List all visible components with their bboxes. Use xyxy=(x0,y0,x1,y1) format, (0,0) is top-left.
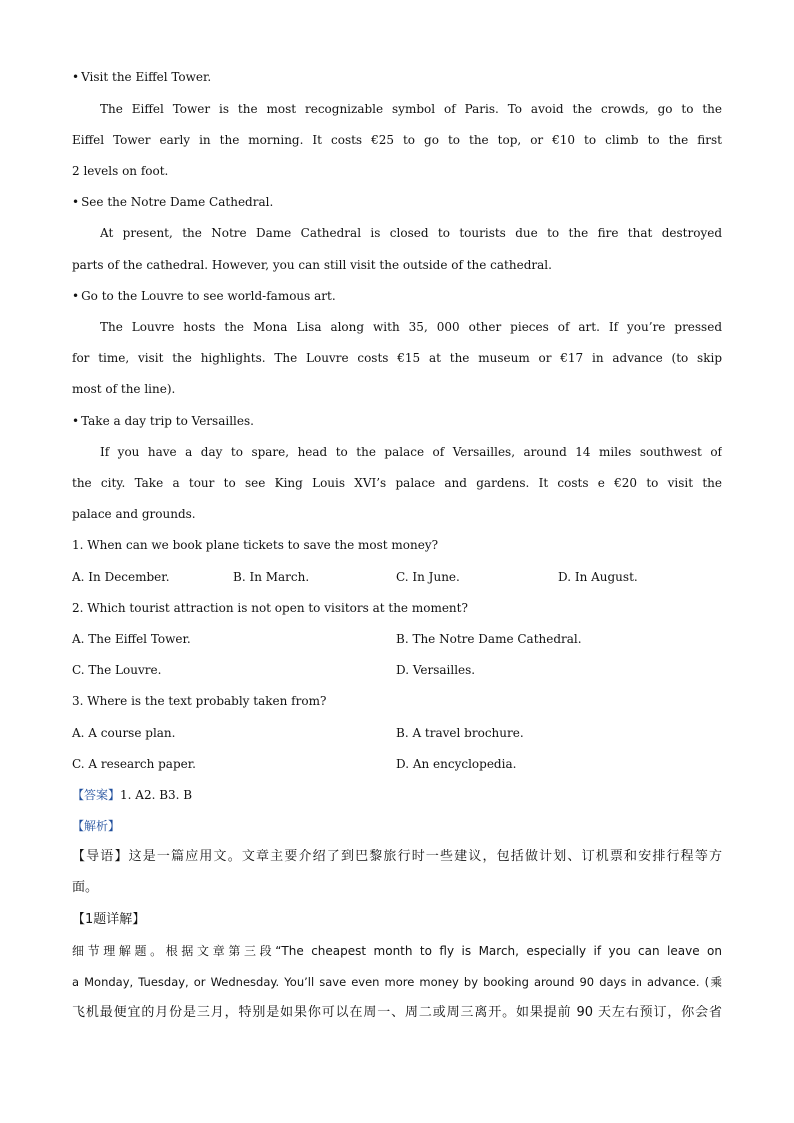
guide-line-1 xyxy=(72,849,722,865)
question-2-stem: 2. Which tourist attraction is not open to visitors at the moment? xyxy=(72,601,468,615)
analysis-label: 【解析】 xyxy=(72,819,121,833)
detail-line-2: a Monday, Tuesday, or Wednesday. You’ll save even more money by booking around 90 days in advance. (乘 xyxy=(72,975,722,989)
question-3-option-c: C. A research paper. xyxy=(72,757,196,771)
detail-line-3: 飞机最便宜的月份是三月，特别是如果你可以在周一、周二或周三离开。如果提前 90 天左右预订，你会省 xyxy=(72,1005,722,1020)
answer-line xyxy=(72,787,722,803)
question-3-option-a: A. A course plan. xyxy=(72,726,176,740)
section-heading-notre-dame: • See the Notre Dame Cathedral. xyxy=(72,194,722,210)
section-text-louvre-1: The Louvre hosts the Mona Lisa along with 35, 000 other pieces of art. If you’re pressed xyxy=(100,320,722,334)
question-3-option-b: B. A travel brochure. xyxy=(396,726,524,740)
section-text-louvre-3: most of the line). xyxy=(72,382,176,396)
question-2-option-a: A. The Eiffel Tower. xyxy=(72,632,191,646)
question-2-option-c: C. The Louvre. xyxy=(72,663,162,677)
section-text-eiffel-3: 2 levels on foot. xyxy=(72,164,169,178)
section-heading-louvre: • Go to the Louvre to see world-famous art. xyxy=(72,288,722,304)
guide-text-1: 这是一篇应用文。文章主要介绍了到巴黎旅行时一些建议，包括做计划、订机票和安排行程等方 xyxy=(128,849,722,864)
answer-text: 1. A2. B3. B xyxy=(120,788,193,802)
question-1-stem: 1. When can we book plane tickets to save the most money? xyxy=(72,538,439,552)
section-heading-eiffel: • Visit the Eiffel Tower. xyxy=(72,69,722,85)
detail-line-1: 细节理解题。根据文章第三段“The cheapest month to fly is March, especially if you can leave on xyxy=(72,944,722,958)
guide-line-2: 面。 xyxy=(72,880,99,895)
question-3-stem: 3. Where is the text probably taken from? xyxy=(72,694,327,708)
question-2-option-b: B. The Notre Dame Cathedral. xyxy=(396,632,582,646)
answer-label: 【答案】 xyxy=(72,788,121,802)
question-2-option-d: D. Versailles. xyxy=(396,663,476,677)
section-text-eiffel-2: Eiffel Tower early in the morning. It costs €25 to go to the top, or €10 to climb to the first xyxy=(72,133,722,147)
section-text-notre-dame-1: At present, the Notre Dame Cathedral is closed to tourists due to the fire that destroyed xyxy=(100,226,722,240)
question-1-option-d: D. In August. xyxy=(558,570,638,584)
question-3-option-d: D. An encyclopedia. xyxy=(396,757,517,771)
question-1-option-b: B. In March. xyxy=(233,570,310,584)
guide-label: 【导语】 xyxy=(72,849,129,864)
section-text-versailles-1: If you have a day to spare, head to the palace of Versailles, around 14 miles southwest of xyxy=(100,445,722,459)
section-text-versailles-3: palace and grounds. xyxy=(72,507,196,521)
section-heading-versailles: • Take a day trip to Versailles. xyxy=(72,413,722,429)
section-text-louvre-2: for time, visit the highlights. The Louvre costs €15 at the museum or €17 in advance (to skip xyxy=(72,351,722,365)
section-text-versailles-2: the city. Take a tour to see King Louis XVI’s palace and gardens. It costs e €20 to visit the xyxy=(72,476,722,490)
question-1-option-c: C. In June. xyxy=(396,570,460,584)
detail-label: 【1题详解】 xyxy=(72,912,146,927)
question-1-option-a: A. In December. xyxy=(72,570,170,584)
section-text-notre-dame-2: parts of the cathedral. However, you can still visit the outside of the cathedral. xyxy=(72,258,552,272)
section-text-eiffel-1: The Eiffel Tower is the most recognizable symbol of Paris. To avoid the crowds, go to the xyxy=(100,102,722,116)
